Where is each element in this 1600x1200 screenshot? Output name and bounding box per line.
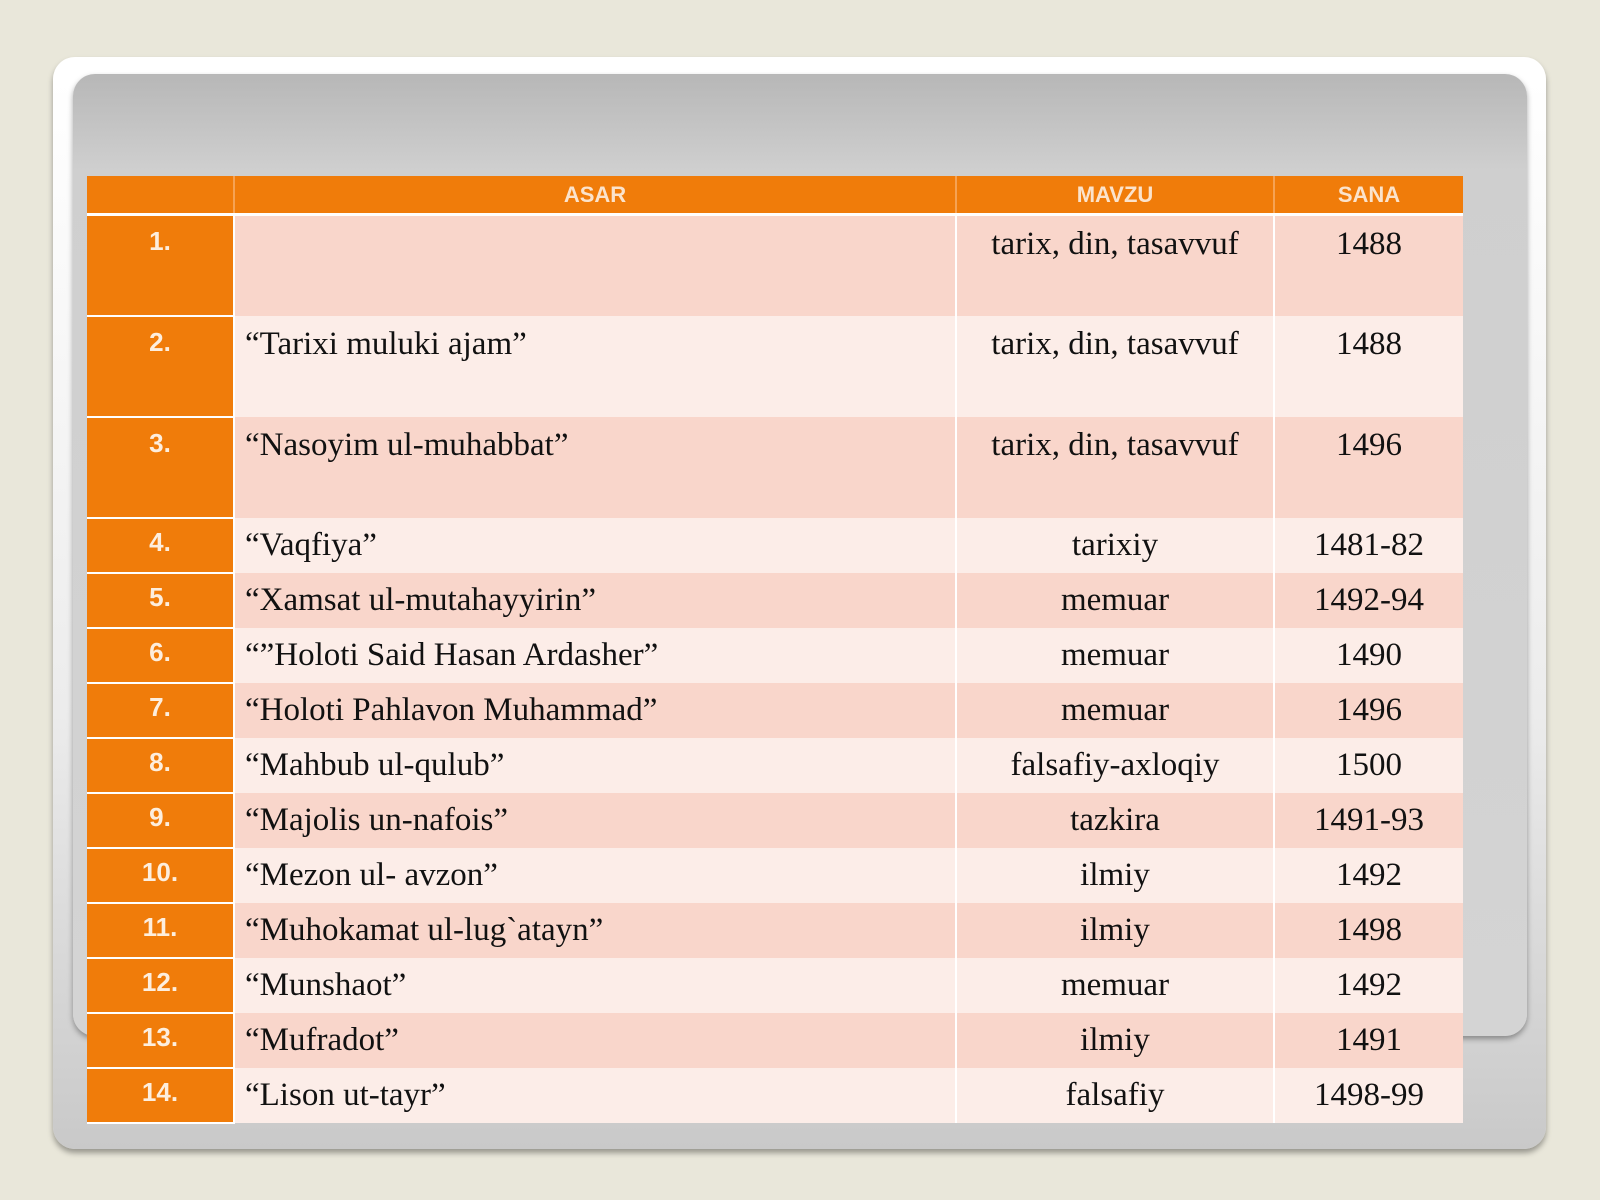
row-number: 2. (87, 316, 234, 417)
table-row (87, 683, 1463, 738)
row-mavzu: tazkira (956, 793, 1274, 848)
table-row (87, 958, 1463, 1013)
row-asar: “Holoti Pahlavon Muhammad” (234, 683, 956, 738)
row-sana: 1492 (1274, 958, 1463, 1013)
row-asar: “Vaqfiya” (234, 518, 956, 573)
row-number: 12. (87, 958, 234, 1013)
header-asar: ASAR (234, 176, 956, 215)
row-mavzu: tarix, din, tasavvuf (956, 417, 1274, 518)
row-sana: 1496 (1274, 417, 1463, 518)
row-mavzu: falsafiy (956, 1068, 1274, 1123)
row-asar: “Mahbub ul-qulub” (234, 738, 956, 793)
table-row (87, 215, 1463, 317)
row-sana: 1491-93 (1274, 793, 1463, 848)
row-mavzu: tarixiy (956, 518, 1274, 573)
row-mavzu: memuar (956, 628, 1274, 683)
row-sana: 1498-99 (1274, 1068, 1463, 1123)
row-number: 11. (87, 903, 234, 958)
row-number: 6. (87, 628, 234, 683)
row-mavzu: tarix, din, tasavvuf (956, 316, 1274, 417)
row-asar: “Tarixi muluki ajam” (234, 316, 956, 417)
works-table (87, 176, 1463, 1124)
row-asar: “Mezon ul- avzon” (234, 848, 956, 903)
row-mavzu: ilmiy (956, 1013, 1274, 1068)
row-sana: 1498 (1274, 903, 1463, 958)
row-number: 4. (87, 518, 234, 573)
row-number: 9. (87, 793, 234, 848)
table-row (87, 417, 1463, 518)
row-sana: 1488 (1274, 316, 1463, 417)
row-number: 1. (87, 215, 234, 317)
table-row (87, 793, 1463, 848)
header-sana: SANA (1274, 176, 1463, 215)
row-mavzu: tarix, din, tasavvuf (956, 215, 1274, 317)
row-number: 7. (87, 683, 234, 738)
table-row (87, 848, 1463, 903)
table-header-row (87, 176, 1463, 215)
row-sana: 1500 (1274, 738, 1463, 793)
row-number: 10. (87, 848, 234, 903)
row-sana: 1492 (1274, 848, 1463, 903)
table-row (87, 903, 1463, 958)
row-number: 8. (87, 738, 234, 793)
row-mavzu: falsafiy-axloqiy (956, 738, 1274, 793)
header-mavzu: MAVZU (956, 176, 1274, 215)
table-row (87, 628, 1463, 683)
row-sana: 1496 (1274, 683, 1463, 738)
row-sana: 1488 (1274, 215, 1463, 317)
row-number: 5. (87, 573, 234, 628)
row-asar: “”Holoti Said Hasan Ardasher” (234, 628, 956, 683)
row-mavzu: memuar (956, 958, 1274, 1013)
row-asar: “Nasoyim ul-muhabbat” (234, 417, 956, 518)
row-mavzu: memuar (956, 683, 1274, 738)
row-mavzu: memuar (956, 573, 1274, 628)
row-number: 14. (87, 1068, 234, 1123)
row-sana: 1492-94 (1274, 573, 1463, 628)
table-row (87, 738, 1463, 793)
table-row (87, 518, 1463, 573)
row-asar: “Xamsat ul-mutahayyirin” (234, 573, 956, 628)
row-sana: 1481-82 (1274, 518, 1463, 573)
table-row (87, 316, 1463, 417)
row-number: 3. (87, 417, 234, 518)
table-row (87, 573, 1463, 628)
row-asar: “Mufradot” (234, 1013, 956, 1068)
table-row (87, 1068, 1463, 1123)
header-num (87, 176, 234, 215)
table-row (87, 1013, 1463, 1068)
row-sana: 1490 (1274, 628, 1463, 683)
row-asar (234, 215, 956, 317)
row-asar: “Majolis un-nafois” (234, 793, 956, 848)
row-asar: “Munshaot” (234, 958, 956, 1013)
row-asar: “Muhokamat ul-lug`atayn” (234, 903, 956, 958)
row-mavzu: ilmiy (956, 848, 1274, 903)
row-mavzu: ilmiy (956, 903, 1274, 958)
row-number: 13. (87, 1013, 234, 1068)
row-sana: 1491 (1274, 1013, 1463, 1068)
row-asar: “Lison ut-tayr” (234, 1068, 956, 1123)
